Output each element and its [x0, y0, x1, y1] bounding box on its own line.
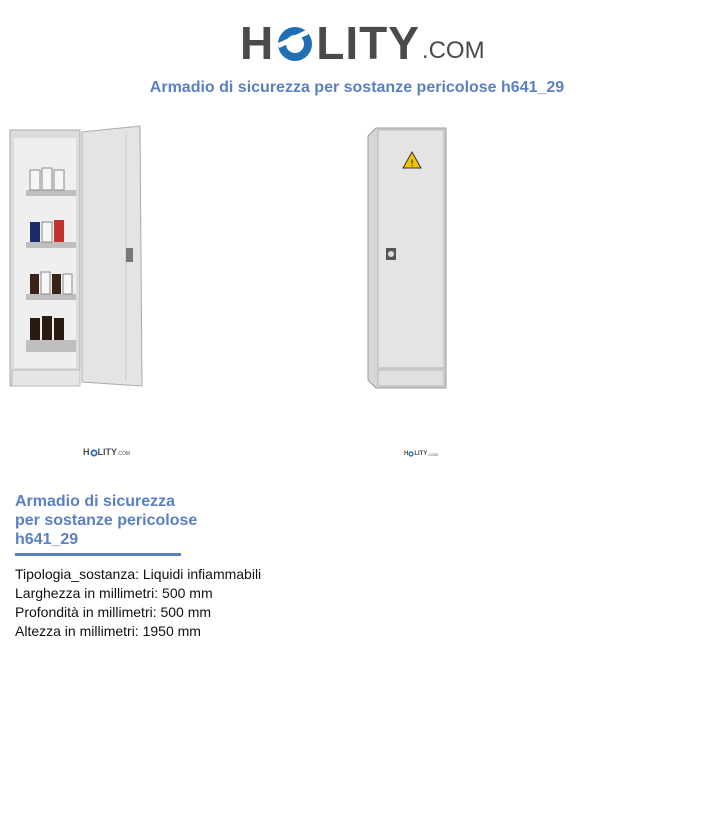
page-title: Armadio di sicurezza per sostanze pericolose h641_29	[149, 79, 565, 96]
watermark-letter-h: H	[83, 447, 90, 457]
product-title	[15, 492, 235, 549]
watermark-o-icon	[90, 448, 98, 457]
logo-domain: .COM	[421, 37, 485, 64]
spec-item: Tipologia_sostanza: Liquidi infiammabili	[15, 566, 262, 582]
holity-logo	[240, 14, 500, 69]
cabinet-closed-photo	[366, 124, 448, 392]
cabinet-open-photo	[8, 124, 148, 396]
watermark-domain: .COM	[427, 452, 438, 457]
spec-item: Altezza in millimetri: 1950 mm	[15, 623, 201, 639]
title-underline	[15, 553, 181, 556]
logo-o-icon	[275, 20, 315, 66]
spec-item: Profondità in millimetri: 500 mm	[15, 604, 212, 620]
watermark-logo-1	[83, 447, 130, 457]
product-title-line: per sostanze pericolose	[15, 512, 198, 529]
logo-letter-h: H	[240, 17, 275, 69]
logo-letters-lity: LITY	[316, 17, 420, 69]
product-title-line: h641_29	[15, 531, 79, 548]
watermark-domain: .COM	[117, 451, 131, 457]
watermark-letter-h: H	[404, 451, 409, 457]
product-title-line: Armadio di sicurezza	[15, 493, 176, 510]
watermark-logo-2	[404, 450, 438, 457]
spec-item: Larghezza in millimetri: 500 mm	[15, 585, 213, 601]
spec-list	[15, 565, 261, 641]
watermark-letters: LITY	[97, 447, 117, 457]
svg-text:!: !	[410, 159, 414, 169]
watermark-letters: LITY	[414, 451, 428, 457]
